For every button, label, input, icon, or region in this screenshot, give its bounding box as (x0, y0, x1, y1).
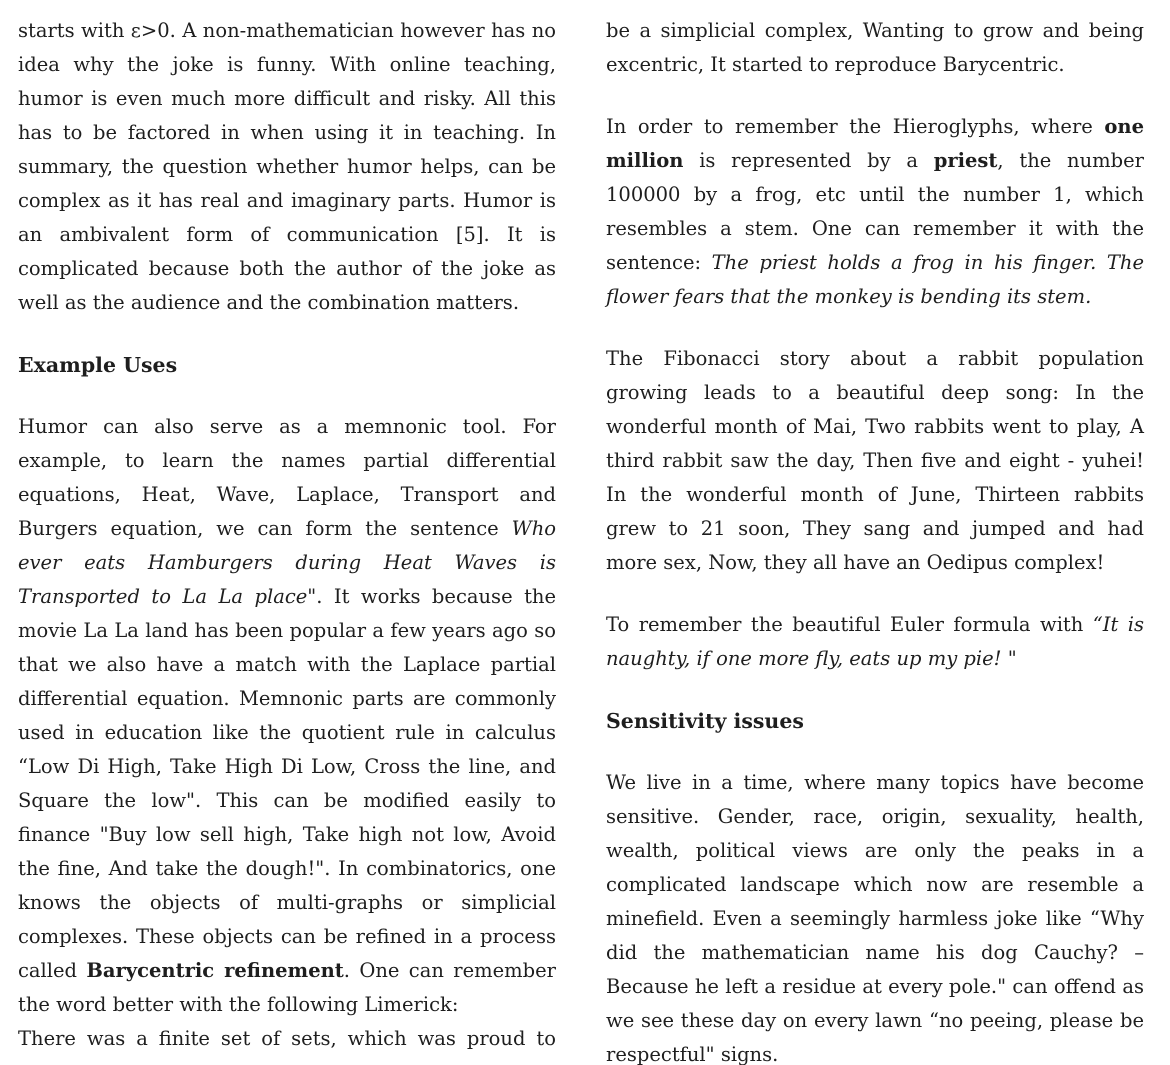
text-run-normal: To remember the beautiful Euler formula with (606, 613, 1093, 636)
text-run-bold: one million (606, 115, 1144, 172)
text-run-italic: The priest holds a frog in his finger. The flower fears that the monkey is bending its stem. (606, 251, 1144, 308)
two-column-layout (18, 14, 1144, 1065)
paragraph (606, 766, 1144, 1065)
text-run-normal: ". It works because the movie La La land has been popular a few years ago so that we also have a match with the Laplace partial differential equation. Memnonic parts are commonly used in education like the quotient rule in calculus “Low Di High, Take High Di Low, Cross the line, and Square the low". This can be modified easily to finance "Buy low sell high, Take high not low, Avoid the fine, And take the dough!". In combinatorics, one knows the objects of multi-graphs or simplicial complexes. These objects can be refined in a process called (18, 585, 556, 982)
left-column (18, 14, 556, 1065)
text-run-normal: Humor can also serve as a memnonic tool. For example, to learn the names partial differential equations, Heat, Wave, Laplace, Transport and Burgers equation, we can form the sentence (18, 415, 556, 540)
text-run-italic: “It is naughty, if one more fly, eats up my pie! " (606, 613, 1145, 670)
paragraph (606, 608, 1144, 676)
text-run-normal: . One can remember the word better with the following Limerick: (18, 959, 557, 1016)
paragraph (606, 14, 1144, 82)
text-run-bold: priest (933, 149, 998, 172)
text-run-normal: starts with ε>0. A non-mathematician however has no idea why the joke is funny. With online teaching, humor is even much more difficult and risky. All this has to be factored in when using it in teaching. In summary, the question whether humor helps, can be complex as it has real and imaginary parts. Humor is an ambivalent form of communication [5]. It is complicated because both the author of the joke as well as the audience and the combination matters. (18, 19, 556, 314)
section-heading: Sensitivity issues (606, 709, 804, 733)
text-run-italic: Who ever eats Hamburgers during Heat Waves is Transported to La La place (18, 517, 556, 608)
text-run-normal: is represented by a (683, 149, 934, 172)
paragraph (18, 14, 556, 320)
text-run-normal: There was a finite set of sets, which was proud to (18, 1027, 556, 1050)
section-heading: Example Uses (18, 353, 178, 377)
text-run-bold: Barycentric refinement (86, 959, 344, 982)
paragraph (18, 1022, 556, 1056)
text-run-normal: , the number 100000 by a frog, etc until the number 1, which resembles a stem. One can remember it with the sentence: (606, 149, 1144, 274)
text-run-normal: We live in a time, where many topics have become sensitive. Gender, race, origin, sexuality, health, wealth, political views are only the peaks in a complicated landscape which now are resemble a minefield. Even a seemingly harmless joke like “Why did the mathematician name his dog Cauchy? – Because he left a residue at every pole." can offend as we see these day on every lawn “no peeing, please be respectful" signs. (606, 771, 1144, 1065)
text-run-normal: be a simplicial complex, Wanting to grow and being excentric, It started to reproduce Barycentric. (606, 19, 1144, 76)
text-run-normal: In order to remember the Hieroglyphs, where (606, 115, 1105, 138)
right-column (606, 14, 1144, 1065)
text-run-normal: The Fibonacci story about a rabbit population growing leads to a beautiful deep song: In the wonderful month of Mai, Two rabbits went to play, A third rabbit saw the day, Then five and eight - yuhei! In the wonderful month of June, Thirteen rabbits grew to 21 soon, They sang and jumped and had more sex, Now, they all have an Oedipus complex! (606, 347, 1144, 574)
paragraph (606, 110, 1144, 314)
paragraph (606, 342, 1144, 580)
paragraph (18, 410, 556, 1022)
